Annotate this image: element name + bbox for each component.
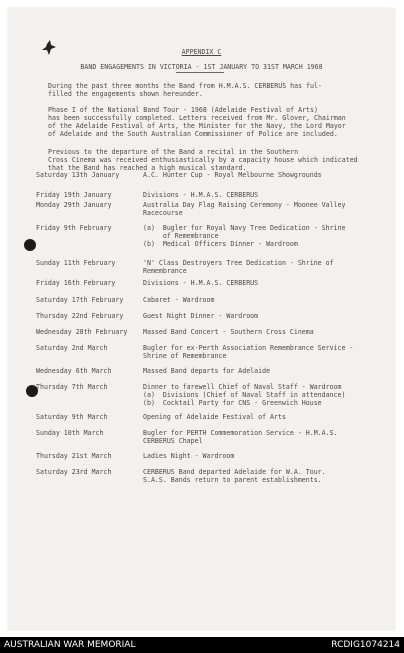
engagement-event: Australia Day Flag Raising Ceremony - Moonee Valley Racecourse [143, 201, 346, 217]
engagement-event: Ladies Night - Wardroom [143, 452, 235, 460]
engagement-date: Sunday 10th March [36, 429, 104, 437]
engagement-event: Bugler for PERTH Commemoration Service - H.M.A.S. CERBERUS Chapel [143, 429, 338, 445]
paragraph-intro: During the past three months the Band from H.M.A.S. CERBERUS has ful- filled the engagements shown hereunder. [48, 82, 322, 98]
engagement-date: Thursday 22nd February [36, 312, 124, 320]
engagement-date: Wednesday 6th March [36, 367, 112, 375]
record-id: RCDIG1074214 [331, 640, 400, 650]
title-underline [176, 72, 224, 73]
engagement-date: Saturday 17th February [36, 296, 124, 304]
engagement-date: Monday 29th January [36, 201, 112, 209]
engagement-date: Friday 9th February [36, 224, 112, 232]
engagement-event: CERBERUS Band departed Adelaide for W.A. Tour. S.A.S. Bands return to parent establishments. [143, 468, 326, 484]
engagement-date: Thursday 7th March [36, 383, 108, 391]
engagement-date: Saturday 2nd March [36, 344, 108, 352]
engagement-event: 'N' Class Destroyers Tree Dedication - Shrine of Remembrance [143, 259, 334, 275]
engagement-event: Divisions - H.M.A.S. CERBERUS [143, 279, 259, 287]
engagement-date: Saturday 23rd March [36, 468, 112, 476]
archive-name: AUSTRALIAN WAR MEMORIAL [4, 640, 136, 650]
engagement-event: Massed Band departs for Adelaide [143, 367, 271, 375]
engagement-event: A.C. Hunter Cup - Royal Melbourne Showgrounds [143, 171, 322, 179]
paragraph-phase-one: Phase I of the National Band Tour - 1968 (Adelaide Festival of Arts) has been successfully completed. Letters received from Mr. Glover, Chairman of the Adelaide Festival of Arts, the Minister for the Navy, the Lord Mayor of Adelaide and the South Australian Commissioner of Police are included. [48, 106, 346, 138]
engagement-event: Dinner to farewell Chief of Naval Staff - Wardroom (a) Divisions (Chief of Naval Staff in attendance) (b) Cocktail Party for CNS - Greenwich House [143, 383, 346, 407]
appendix-title: APPENDIX C [181, 48, 222, 56]
engagement-event: Massed Band Concert - Southern Cross Cinema [143, 328, 314, 336]
punch-hole-top [24, 239, 36, 251]
engagement-event: Guest Night Dinner - Wardroom [143, 312, 259, 320]
engagement-date: Saturday 9th March [36, 413, 108, 421]
engagement-date: Sunday 11th February [36, 259, 116, 267]
paragraph-recital: Previous to the departure of the Band a recital in the Southern Cross Cinema was received enthusiastically by a capacity house which indicated that the Band has reached a high musical standard. [48, 148, 358, 172]
engagement-event: Bugler for ex-Perth Association Remembrance Service - Shrine of Remembrance [143, 344, 354, 360]
engagement-event: Opening of Adelaide Festival of Arts [143, 413, 286, 421]
archive-footer-bar [0, 637, 404, 653]
engagement-date: Friday 16th February [36, 279, 116, 287]
engagement-date: Friday 19th January [36, 191, 112, 199]
engagement-event: Cabaret - Wardroom [143, 296, 215, 304]
engagement-date: Saturday 13th January [36, 171, 120, 179]
document-subtitle: BAND ENGAGEMENTS IN VICTORIA - 1ST JANUARY TO 31ST MARCH 1968 [80, 63, 323, 71]
engagement-event: (a) Bugler for Royal Navy Tree Dedication - Shrine of Remembrance (b) Medical Officers Dinner - Wardroom [143, 224, 346, 248]
engagement-date: Wednesday 28th February [36, 328, 128, 336]
engagement-date: Thursday 21st March [36, 452, 112, 460]
document-page [8, 8, 395, 630]
engagement-event: Divisions - H.M.A.S. CERBERUS [143, 191, 259, 199]
